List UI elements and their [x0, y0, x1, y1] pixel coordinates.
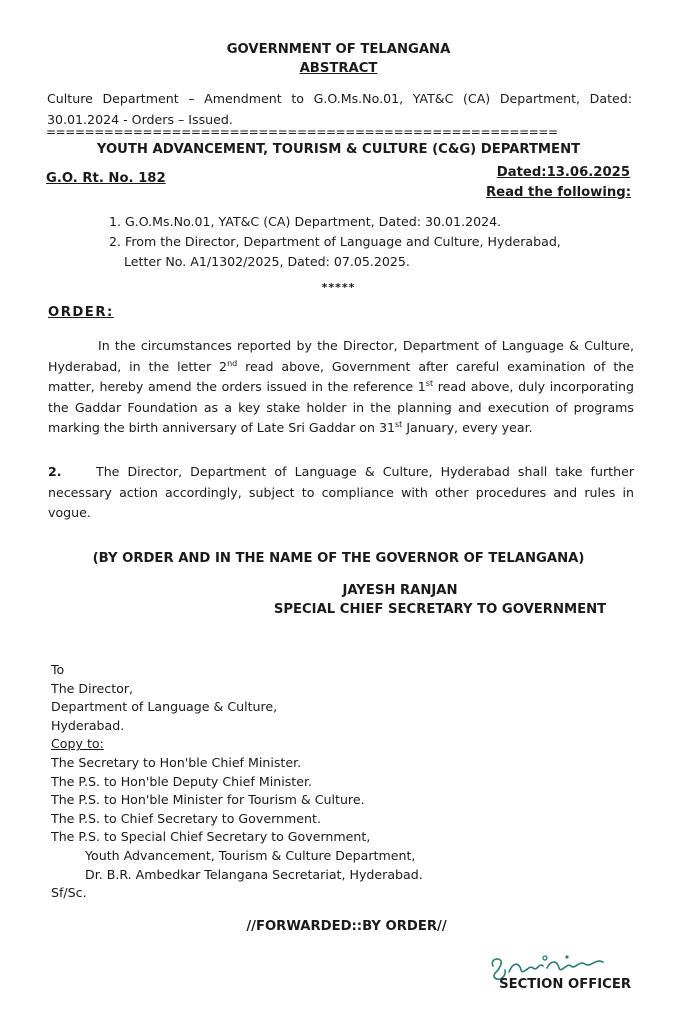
- order-date: Dated:13.06.2025: [496, 165, 630, 180]
- para2-text: The Director, Department of Language & Culture, Hyderabad shall take further necessary action accordingly, subject to compliance with other procedures and rules in vogue.: [48, 464, 634, 520]
- signatory-title: SPECIAL CHIEF SECRETARY TO GOVERNMENT: [273, 602, 607, 617]
- para1-text-b: read above, Government after careful examination of the matter, hereby amend the orders issued in the reference 1: [48, 358, 634, 394]
- order-paragraph-2: [48, 462, 634, 524]
- signature-dot: [565, 955, 568, 958]
- forwarded-by-order: //FORWARDED::BY ORDER//: [246, 919, 447, 934]
- copy-recipient-continued: Dr. B.R. Ambedkar Telangana Secretariat, Hyderabad.: [85, 866, 423, 882]
- go-number: G.O. Rt. No. 182: [46, 171, 166, 186]
- stars-divider: *****: [321, 281, 356, 294]
- paragraph-number: 2.: [48, 464, 62, 479]
- reference-item: [109, 232, 649, 272]
- sf-sc-label: Sf/Sc.: [51, 885, 87, 901]
- copy-recipient: The Secretary to Hon'ble Chief Minister.: [51, 754, 302, 770]
- read-following-label: Read the following:: [486, 185, 631, 200]
- copy-recipient: The P.S. to Hon'ble Deputy Chief Minister.: [51, 773, 312, 789]
- abstract-text: Culture Department – Amendment to G.O.Ms.No.01, YAT&C (CA) Department, Dated: 30.01.2024 - Orders – Issued.: [47, 91, 632, 127]
- para1-sup-st-2: st: [395, 419, 403, 429]
- reference-item: [109, 212, 649, 232]
- address-block: [51, 661, 423, 903]
- addressee-line: Hyderabad.: [51, 717, 125, 733]
- order-heading: ORDER:: [48, 305, 114, 320]
- to-label: To: [51, 662, 65, 677]
- government-header: GOVERNMENT OF TELANGANA: [226, 42, 451, 57]
- copy-recipient-continued: Youth Advancement, Tourism & Culture Department,: [85, 847, 416, 863]
- addressee-line: The Director,: [51, 680, 134, 696]
- separator-line: =====================================================: [46, 125, 558, 139]
- signature-dot: [543, 956, 547, 960]
- signature-stroke: [547, 961, 603, 970]
- para1-text-a: In the circumstances reported by the Director, Department of Language & Culture, Hyderabad, in the letter 2: [48, 338, 634, 374]
- section-officer-label: SECTION OFFICER: [499, 977, 631, 992]
- copy-recipient: The P.S. to Hon'ble Minister for Tourism & Culture.: [51, 792, 365, 808]
- para1-sup-nd: nd: [227, 358, 238, 368]
- signatory-name: JAYESH RANJAN: [342, 583, 458, 598]
- abstract-label: ABSTRACT: [299, 61, 378, 76]
- copy-to-label: Copy to:: [51, 736, 104, 752]
- by-order-line: (BY ORDER AND IN THE NAME OF THE GOVERNOR OF TELANGANA): [92, 551, 585, 566]
- copy-recipient: The P.S. to Chief Secretary to Government.: [51, 810, 321, 826]
- order-paragraph-1: [48, 336, 634, 439]
- para1-sup-st: st: [425, 378, 434, 388]
- copy-recipient: The P.S. to Special Chief Secretary to Government,: [51, 829, 371, 845]
- reference-line: 2. From the Director, Department of Language and Culture, Hyderabad,: [109, 234, 561, 249]
- reference-list: [109, 212, 649, 272]
- reference-line: 1. G.O.Ms.No.01, YAT&C (CA) Department, Dated: 30.01.2024.: [109, 214, 502, 229]
- para1-text-c: read above, duly incorporating the Gaddar Foundation as a key stake holder in the planning and execution of programs marking the birth anniversary of Late Sri Gaddar on 31: [48, 379, 634, 435]
- para1-text-d: January, every year.: [402, 420, 533, 435]
- reference-line-continued: Letter No. A1/1302/2025, Dated: 07.05.2025.: [124, 254, 410, 269]
- signature-stroke: [509, 964, 543, 972]
- addressee-line: Department of Language & Culture,: [51, 699, 278, 715]
- department-title: YOUTH ADVANCEMENT, TOURISM & CULTURE (C&G) DEPARTMENT: [96, 142, 581, 157]
